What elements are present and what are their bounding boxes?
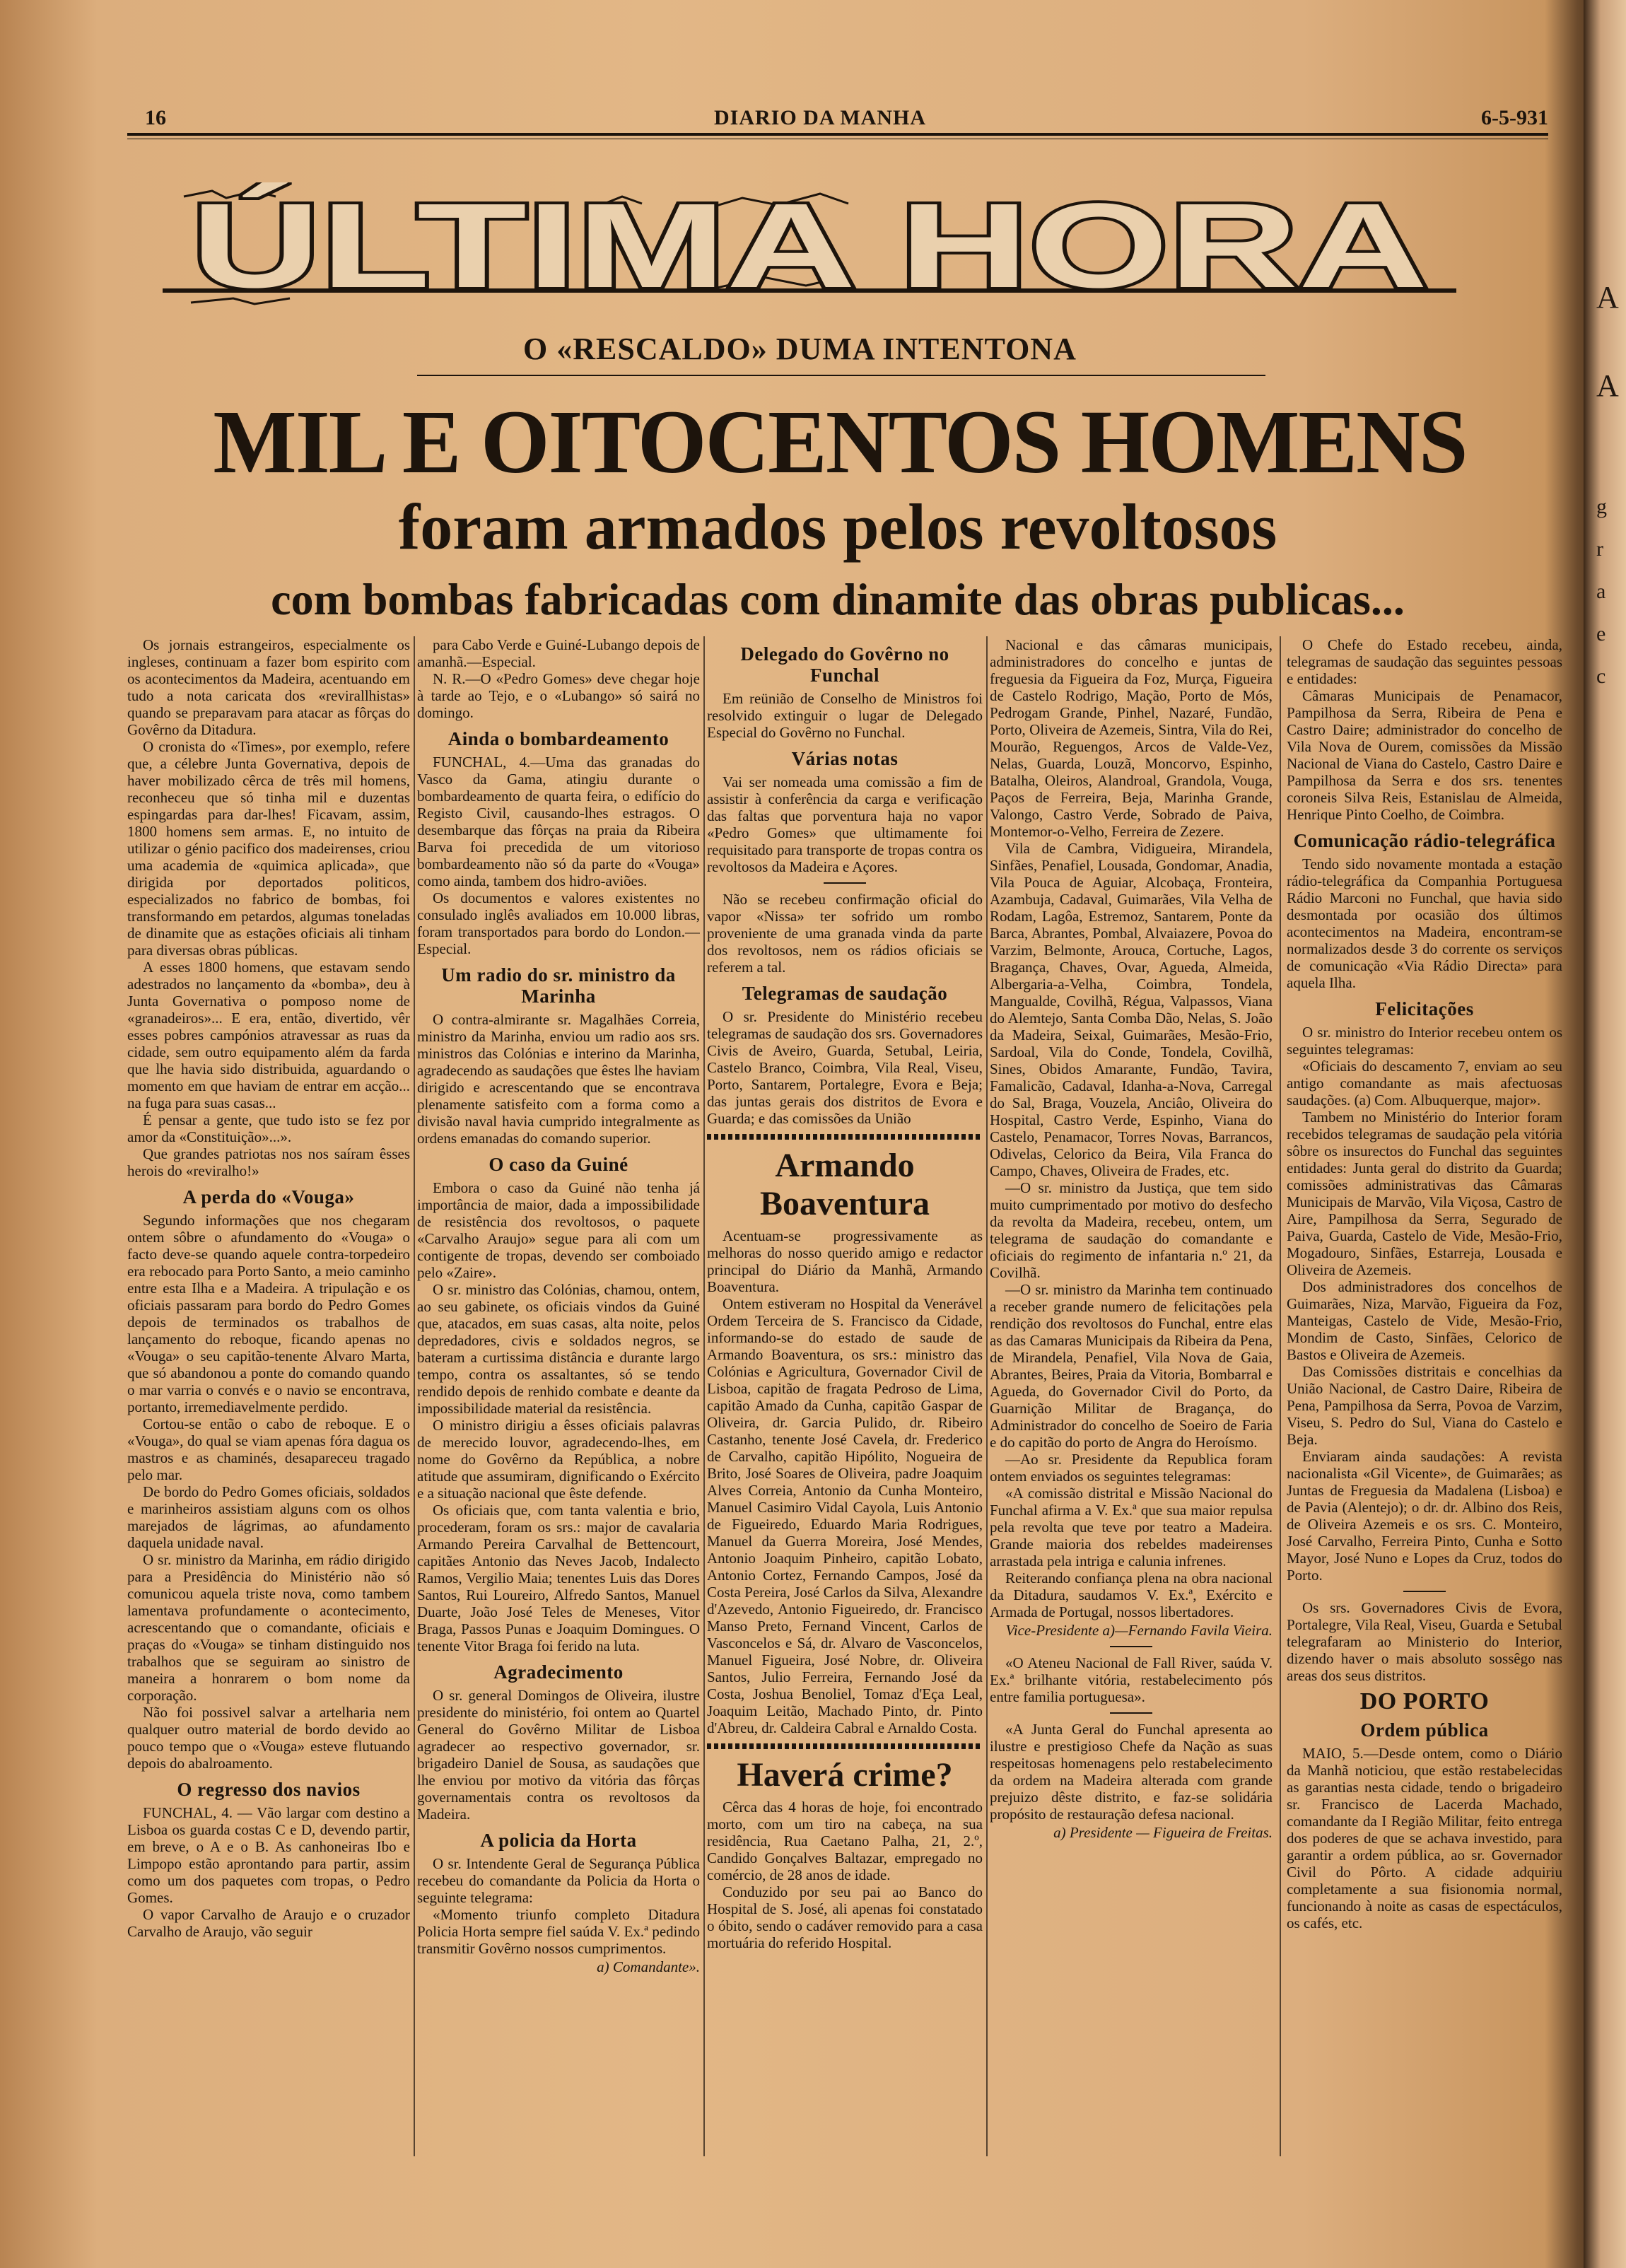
edge-fragment: A (1596, 280, 1619, 315)
paragraph: O sr. ministro do Interior recebeu ontem os seguintes telegramas: (1287, 1024, 1562, 1058)
deck: com bombas fabricadas com dinamite das obras publicas... (271, 574, 1405, 624)
paragraph: «A Junta Geral do Funchal apresenta ao ilustre e prestigioso Chefe da Nação as suas respeitosas homenagens pelo restabelecimento da ordem na Madeira alterada com grande prejuizo dêste distrito, e faz-se solidária propósito de restauração defesa nacional. (990, 1721, 1273, 1823)
paragraph: Cêrca das 4 horas de hoje, foi encontrado morto, com um tiro na cabeça, na sua residência, Rua Caetano Palha, 21, 2.º, Candido Gonçalves Baltazar, empregado no comércio, de 28 anos de idade. (707, 1799, 983, 1883)
column-5 (1287, 636, 1562, 2163)
section-heading: O caso da Guiné (489, 1154, 628, 1175)
edge-fragment: r (1596, 537, 1603, 561)
paragraph: Os oficiais que, com tanta valentia e brio, procederam, foram os srs.: major de cavalaria Armando Pereira Carvalhal de Bettencourt, capitães Antonio das Neves Jacob, Indalecto Ramos, Vergilio Maia; tenentes Luis das Dores Santos, Rui Loureiro, Alfredo Santos, Manuel Duarte, João José Teles de Meneses, Vitor Braga, Passos Punas e Joaquim Domingues. O tenente Vitor Braga foi ferido na luta. (417, 1502, 700, 1654)
section-heading: A perda do «Vouga» (182, 1186, 355, 1208)
banner-title: ÚLTIMA HORA (191, 182, 1428, 313)
paragraph: Os documentos e valores existentes no consulado inglês avaliados em 10.000 libras, foram transportados para bordo do London.—Especial. (417, 889, 700, 957)
column-4 (990, 636, 1273, 2163)
paragraph: Nacional e das câmaras municipais, administradores do concelho e juntas de freguesia da Figueira da Foz, Murça, Figueira de Castelo Rodrigo, Mação, Porto de Mós, Pedrogam Grande, Pinhel, Nazaré, Fundão, Porto, Oliveira de Azemeis, Sintra, Vila do Rei, Mourão, Reguengos, Arcos de Valde-Vez, Nelas, Guarda, Louzã, Moncorvo, Espinho, Batalha, Oleiros, Alandroal, Grandola, Vouga, Paços de Ferreira, Beja, Marinha Grande, Valongo, Castro Verde, Sobrado de Paiva, Montemor-o-Velho, Ferreira de Zezere. (990, 636, 1273, 840)
paragraph: O cronista do «Times», por exemplo, refere que, a célebre Junta Governativa, depois de haver mobilizado cêrca de três mil homens, reconheceu que só tinha mil e duzentas espingardas para dar-lhes! Ficavam, assim, 1800 homens sem armas. E, no intuito de utilizar o génio pacifico dos madeirenses, criou uma academia de «quimica aplicada», que dirigida por deportados politicos, especializados no fabrico de bombas, foi transformando em petardos, algumas toneladas de dinamite que as estações oficiais ali tinham para diversas obras públicas. (127, 738, 410, 959)
story-headline: Haverá crime? (737, 1756, 953, 1794)
paragraph: Enviaram ainda saudações: A revista nacionalista «Gil Vicente», de Guimarães; as Juntas de Freguesia da Madalena (Lisboa) e de Pavia (Alentejo); o dr. dr. Albino dos Reis, de Oliveira Azemeis e os srs. C. Monteiro, José Carvalho, Ferreira Pinto, Cunha e Sotto Mayor, José Nuno e Lopes da Cruz, todos do Porto. (1287, 1448, 1562, 1584)
edge-fragment: g (1596, 495, 1607, 518)
paragraph: Câmaras Municipais de Penamacor, Pampilhosa da Serra, Ribeira de Pena e Castro Daire; administrador do concelho de Vila Nova de Ourem, comissões da Missão Nacional de Viana do Castelo, Castro Daire e Pampilhosa da Serra e dos srs. tenentes coroneis Silva Reis, Estanislau de Almeida, Henrique Pinto Coelho, de Coimbra. (1287, 687, 1562, 823)
paragraph: para Cabo Verde e Guiné-Lubango depois de amanhã.—Especial. (417, 636, 700, 670)
paragraph: Que grandes patriotas nos nos saíram êsses herois do «reviralho!» (127, 1145, 410, 1179)
paragraph: O sr. Presidente do Ministério recebeu telegramas de saudação dos srs. Governadores Civis de Aveiro, Guarda, Setubal, Leiria, Castelo Branco, Coimbra, Vila Real, Viseu, Porto, Santarem, Portalegre, Evora e Beja; das juntas gerais dos distritos de Evora e Guarda; e das comissões da União (707, 1008, 983, 1127)
ultima-hora-banner (163, 182, 1456, 317)
edge-fragment: a (1596, 580, 1606, 603)
section-heading: Felicitações (1375, 998, 1474, 1019)
column-rule (986, 636, 988, 2156)
paragraph: O ministro dirigiu a êsses oficiais palavras de merecido louvor, agradecendo-lhes, em nome do Govêrno da República, a nobre atitude que assumiram, dignificando o Exército e a situação nacional que êste defende. (417, 1417, 700, 1502)
paragraph: Cortou-se então o cabo de reboque. E o «Vouga», do qual se viam apenas fóra dagua os mastros e as chaminés, desapareceu tragado pelo mar. (127, 1415, 410, 1483)
signature: Vice-Presidente a)—Fernando Favila Vieira. (1005, 1622, 1273, 1639)
paragraph: Os srs. Governadores Civis de Evora, Portalegre, Vila Real, Viseu, Guarda e Setubal telegrafaram ao Ministerio do Interior, dizendo haver o mais absoluto sossêgo nas areas dos seus distritos. (1287, 1599, 1562, 1684)
column-rule (414, 636, 415, 2156)
paragraph: —O sr. ministro da Marinha tem continuado a receber grande numero de felicitações pela rendição dos revoltosos do Funchal, entre elas as das Camaras Municipais da Ribeira da Pena, de Mirandela, Penafiel, Vila Nova de Gaia, Abrantes, Beires, Praia da Vitoria, Bombarral e Agueda, do Governador Civil do Porto, da Guarnição Militar de Bragança, do Administrador do concelho de Soeiro de Faria e do capitão do porto de Angra do Heroísmo. (990, 1281, 1273, 1451)
separator (1110, 1712, 1152, 1714)
section-heading: DO PORTO (1359, 1688, 1490, 1714)
page-header (127, 106, 1548, 136)
paragraph: Não se recebeu confirmação oficial do vapor «Nissa» ter sofrido um rombo proveniente de uma granada vinda da parte dos revoltosos, nem os rádios oficiais se referem a tal. (707, 891, 983, 976)
separator (824, 882, 866, 884)
header-rule (127, 133, 1548, 136)
section-heading: Ainda o bombardeamento (448, 728, 669, 749)
paragraph: Ontem estiveram no Hospital da Venerável Ordem Terceira de S. Francisco da Cidade, informando-se do estado de saude de Armando Boaventura, os srs.: ministro das Colónias e Agricultura, Governador Civil de Lisboa, capitão de fragata Pedroso de Lima, capitão Amado da Cunha, capitão Gaspar de Oliveira, dr. Garcia Pulido, dr. Ribeiro Castanho, tenente José Cavela, dr. Frederico de Carvalho, capitão Hipólito, Nogueira de Brito, José Soares de Oliveira, padre Joaquim Alves Correia, Antonio da Cunha Monteiro, Manuel Casimiro Vidal Cayola, Luis Antonio de Figueiredo, Eduardo Maria Rodrigues, Manuel da Guerra Moreira, José Mendes, Antonio Joaquim Pinheiro, capitão Lobato, Antonio Cortez, Fernando Campos, José da Costa Pereira, José Carlos da Silva, Alexandre d'Azevedo, Antonio Figueiredo, dr. Francisco Manso Preto, Fernand Vincent, Carlos de Vasconcelos e Sá, dr. Alvaro de Vasconcelos, Manuel Figueira, José Nobre, dr. Oliveira Santos, Julio Ferreira, Fernando José da Costa, Joshua Benoliel, Tomaz d'Eça Leal, Joaquim Leitão, Machado Pinto, dr. Pinto d'Abreu, dr. Caldeira Cabral e Arnaldo Costa. (707, 1295, 983, 1736)
paragraph: Vila de Cambra, Vidigueira, Mirandela, Sinfães, Penafiel, Lousada, Gondomar, Anadia, Vila Pouca de Aguiar, Alcobaça, Fronteira, Azambuja, Cadaval, Guimarães, Vila Velha de Rodam, Lagôa, Estremoz, Santarem, Ponte da Barca, Abrantes, Pombal, Alvaiazere, Povoa do Varzim, Belmonte, Arouca, Cortuche, Lagos, Bragança, Chaves, Ovar, Agueda, Almeida, Albergaria-a-Velha, Coimbra, Tondela, Mangualde, Covilhã, Régua, Valpassos, Viana do Alemtejo, Santa Comba Dão, Nelas, S. João da Madeira, Seixal, Guimarães, Mesão-Frio, Sardoal, Vila do Conde, Tondela, Covilhã, Sines, Obidos Amarante, Fundão, Tavira, Famalicão, Cadaval, Idanha-a-Nova, Carregal do Sal, Braga, Vouzela, Anciâo, Oliveira do Hospital, Castro Verde, Espinho, Viana do Castelo, Penamacor, Torres Novas, Barrancos, Odivelas, Celorico da Beira, Vila Franca do Campo, Chaves, Oliveira de Frades, etc. (990, 840, 1273, 1179)
kicker: O «RESCALDO» DUMA INTENTONA (523, 332, 1077, 366)
decorative-rule (707, 1743, 983, 1749)
column-1 (127, 636, 410, 2163)
column-2 (417, 636, 700, 2163)
paragraph: —Ao sr. Presidente da Republica foram ontem enviados os seguintes telegramas: (990, 1451, 1273, 1485)
paragraph: Embora o caso da Guiné não tenha já importância de maior, dada a impossibilidade de resistência dos revoltosos, o paquete «Carvalho Araujo» segue para ali com um contigente de tropas, devendo ser comboiado pelo «Zaire». (417, 1179, 700, 1281)
paragraph: O sr. Intendente Geral de Segurança Pública recebeu do comandante da Policia da Horta o seguinte telegrama: (417, 1855, 700, 1906)
story-headline: Armando Boaventura (760, 1147, 930, 1222)
section-heading: O regresso dos navios (177, 1779, 361, 1800)
paragraph: N. R.—O «Pedro Gomes» deve chegar hoje à tarde ao Tejo, e o «Lubango» só sairá no domingo. (417, 670, 700, 721)
section-heading: Comunicação rádio-telegráfica (1293, 830, 1556, 851)
paragraph: «Momento triunfo completo Ditadura Policia Horta sempre fiel saúda V. Ex.ª pedindo transmitir Govêrno nossos cumprimentos. (417, 1906, 700, 1957)
paragraph: Tambem no Ministério do Interior foram recebidos telegramas de saudação pela vitória sôbre os insurectos do Funchal das seguintes entidades: Junta geral do distrito da Guarda; comissões administrativas das Câmaras Municipais de Marvão, Vila Viçosa, Castro de Aire, Pampilhosa da Serra, Segurado de Paiva, Guarda, Castelo de Vide, Mesão-Frio, Mogadouro, Sinfães, Estarreja, Lousada e Oliveira de Azemeis. (1287, 1109, 1562, 1278)
signature: a) Comandante». (597, 1958, 700, 1975)
paragraph: O sr. ministro das Colónias, chamou, ontem, ao seu gabinete, os oficiais vindos da Guiné que, atacados, em suas casas, alta noite, pelos depredadores, civis e soldados negros, se bateram a curtissima distância e durante largo tempo, contra os assaltantes, só se tendo rendido depois de renhido combate e deante da impossibilidade material da resistência. (417, 1281, 700, 1417)
section-heading: Telegramas de saudação (742, 983, 948, 1004)
paragraph: Conduzido por seu pai ao Banco do Hospital de S. José, ali apenas foi constatado o óbito, sendo o cadáver removido para a casa mortuária do referido Hospital. (707, 1883, 983, 1951)
paragraph: Das Comissões distritais e concelhias da União Nacional, de Castro Daire, Ribeira de Pena, Pampilhosa da Serra, Povoa de Varzim, Viseu, S. Pedro do Sul, Viana do Castelo e Beja. (1287, 1363, 1562, 1448)
paragraph: FUNCHAL, 4.—Uma das granadas do Vasco da Gama, atingiu durante o bombardeamento de quarta feira, o edifício do Registo Civil, causando-lhes estragos. O desembarque das fôrças na praia da Ribeira Barva foi precedida de um vitorioso bombardeamento não só da parte do «Vouga» como ainda, tambem dos hidro-aviões. (417, 754, 700, 889)
paragraph: Não foi possivel salvar a artelharia nem qualquer outro material de bordo devido ao pouco tempo que o «Vouga» esteve flutuando depois do abalroamento. (127, 1704, 410, 1772)
edge-fragment: e (1596, 622, 1606, 645)
section-heading: Várias notas (791, 748, 899, 769)
paragraph: —O sr. ministro da Justiça, que tem sido muito cumprimentado por motivo do desfecho da revolta da Madeira, recebeu, ontem, um telegrama de saudação do comandante e oficiais do regimento de infantaria n.º 21, da Covilhã. (990, 1179, 1273, 1281)
paragraph: Dos administradores dos concelhos de Guimarães, Niza, Marvão, Figueira da Foz, Manteigas, Castelo de Vide, Mesão-Frio, Mondim de Casto, Sinfães, Celorico de Bastos e Oliveira de Azemeis. (1287, 1278, 1562, 1363)
paragraph: «O Ateneu Nacional de Fall River, saúda V. Ex.ª brilhante vitória, restabelecimento pós entre familia portuguesa». (990, 1654, 1273, 1705)
kicker-rule (417, 375, 1265, 376)
paragraph: O vapor Carvalho de Araujo e o cruzador Carvalho de Araujo, vão seguir (127, 1906, 410, 1940)
adjacent-page-edge (1584, 0, 1626, 2268)
paragraph: De bordo do Pedro Gomes oficiais, soldados e marinheiros assistiam alguns com os olhos marejados de lágrimas, ao afundamento daquela unidade naval. (127, 1483, 410, 1551)
page-number: 16 (145, 106, 166, 129)
paragraph: O sr. general Domingos de Oliveira, ilustre presidente do ministério, foi ontem ao Quartel General do Govêrno Militar de Lisboa agradecer ao respectivo governador, sr. brigadeiro Daniel de Sousa, as saudações que lhe enviou por motivo da vitória das fôrças governamentais contra os revoltosos da Madeira. (417, 1687, 700, 1823)
headline: MIL E OITOCENTOS HOMENS (213, 392, 1467, 492)
paragraph: A esses 1800 homens, que estavam sendo adestrados no lançamento da «bomba», deu à Junta Governativa o pomposo nome de «granadeiros»... E era, então, divertido, vêr esses pobres campónios atravessar as ruas da cidade, sem outro equipamento além da farda que lhe havia sido distribuida, aguardando o momento em que haviam de entrar em acção... na fuga para suas casas... (127, 959, 410, 1111)
paragraph: Em reünião de Conselho de Ministros foi resolvido extinguir o lugar de Delegado Especial do Govêrno no Funchal. (707, 690, 983, 741)
paragraph: «A comissão distrital e Missão Nacional do Funchal afirma a V. Ex.ª que sua maior repulsa pela revolta que teve por teatro a Madeira. Grande maioria dos rebeldes madeirenses arrastada pela intriga e calunia infrenes. (990, 1485, 1273, 1570)
separator (1403, 1591, 1446, 1592)
paragraph: O sr. ministro da Marinha, em rádio dirigido para a Presidência do Ministério não só comunicou aquela triste nova, como tambem lamentava profundamente o acontecimento, acrescentando que o comandante, oficiais e praças do «Vouga» se tinham distinguido nos trabalhos que se seguiram ao sinistro de maneira a honrarem o bom nome da corporação. (127, 1551, 410, 1704)
paragraph: «Oficiais do descamento 7, enviam ao seu antigo comandante as mais afectuosas saudações. (a) Com. Albuquerque, major». (1287, 1058, 1562, 1109)
paragraph: FUNCHAL, 4. — Vão largar com destino a Lisboa os guarda costas C e D, devendo partir, em breve, o A e o B. As canhoneiras Ibo e Limpopo estão aprontando para partir, assim como um dos paquetes com tropas, o Pedro Gomes. (127, 1804, 410, 1906)
paragraph: Segundo informações que nos chegaram ontem sôbre o afundamento do «Vouga» o facto deve-se quando aquele contra-torpedeiro era rebocado para Porto Santo, a meio caminho entre esta Ilha e a Madeira. A tripulação e os oficiais passaram para bordo do Pedro Gomes depois de terminados os trabalhos de lançamento do reboque, ficando apenas no «Vouga» o seu capitão-tenente Alvaro Marta, que só abandonou a ponte do comando quando o mar varria o convés e o navio se encontrava, portanto, irremediavelmente perdido. (127, 1212, 410, 1415)
subheadline: foram armados pelos revoltosos (398, 491, 1277, 563)
section-heading: Um radio do sr. ministro da Marinha (441, 964, 676, 1007)
column-3 (707, 636, 983, 2163)
edge-fragment: c (1596, 665, 1606, 688)
section-heading: Ordem pública (1360, 1719, 1489, 1741)
paragraph: Tendo sido novamente montada a estação rádio-telegráfica da Companhia Portuguesa Rádio Marconi no Funchal, que havia sido desmontada por ocasião dos últimos acontecimentos na Madeira, encontram-se normalizados desde 3 do corrente os serviços de comunicação «Via Rádio Directa» para aquela Ilha. (1287, 855, 1562, 991)
section-heading: A policia da Horta (480, 1830, 637, 1851)
paragraph: Os jornais estrangeiros, especialmente os ingleses, continuam a fazer bom espirito com os acontecimentos da Madeira, acentuando em tudo a nota caricata dos «revirallhistas» quando se preparavam para atacar as fôrças do Govêrno da Ditadura. (127, 636, 410, 738)
issue-date: 6-5-931 (1481, 106, 1548, 129)
section-heading: Agradecimento (493, 1661, 624, 1683)
paragraph: O Chefe do Estado recebeu, ainda, telegramas de saudação das seguintes pessoas e entidades: (1287, 636, 1562, 687)
paragraph: O contra-almirante sr. Magalhães Correia, ministro da Marinha, enviou um radio aos srs. ministros das Colónias e interino da Marinha, agradecendo as saudações que êstes lhe haviam dirigido e acrescentando que se encontrava plenamente satisfeito com a forma como a divisão naval havia cumprido integralmente as ordens emanadas do comando superior. (417, 1011, 700, 1147)
column-rule (703, 636, 705, 2156)
paragraph: Acentuam-se progressivamente as melhoras do nosso querido amigo e redactor principal do Diário da Manhã, Armando Boaventura. (707, 1227, 983, 1295)
edge-fragment: A (1596, 368, 1619, 403)
section-heading: Delegado do Govêrno no Funchal (740, 643, 949, 686)
column-rule (1280, 636, 1281, 2156)
decorative-rule (707, 1134, 983, 1140)
separator (1110, 1646, 1152, 1647)
paragraph: Reiterando confiança plena na obra nacional da Ditadura, saudamos V. Ex.ª, Exército e Armada de Portugal, nossos libertadores. (990, 1570, 1273, 1620)
paragraph: É pensar a gente, que tudo isto se fez por amor da «Constituição»...». (127, 1111, 410, 1145)
paragraph: MAIO, 5.—Desde ontem, como o Diário da Manhã noticiou, que estão restabelecidas as garantias nesta cidade, tendo o brigadeiro sr. Francisco de Lacerda Machado, comandante da I Região Militar, feito entrega dos poderes de que se achava investido, para garantir a ordem pública, ao sr. Governador Civil do Pôrto. A cidade adquiriu completamente a sua fisionomia normal, funcionando à noite as casas de espectáculos, os cafés, etc. (1287, 1745, 1562, 1931)
paragraph: Vai ser nomeada uma comissão a fim de assistir à conferência da carga e verificação das faltas que porventura haja no vapor «Pedro Gomes» que ultimamente foi requisitado para transporte de tropas contra os revoltosos da Madeira e Açores. (707, 773, 983, 875)
newspaper-name: DIARIO DA MANHA (714, 106, 926, 129)
signature: a) Presidente — Figueira de Freitas. (1053, 1824, 1273, 1841)
